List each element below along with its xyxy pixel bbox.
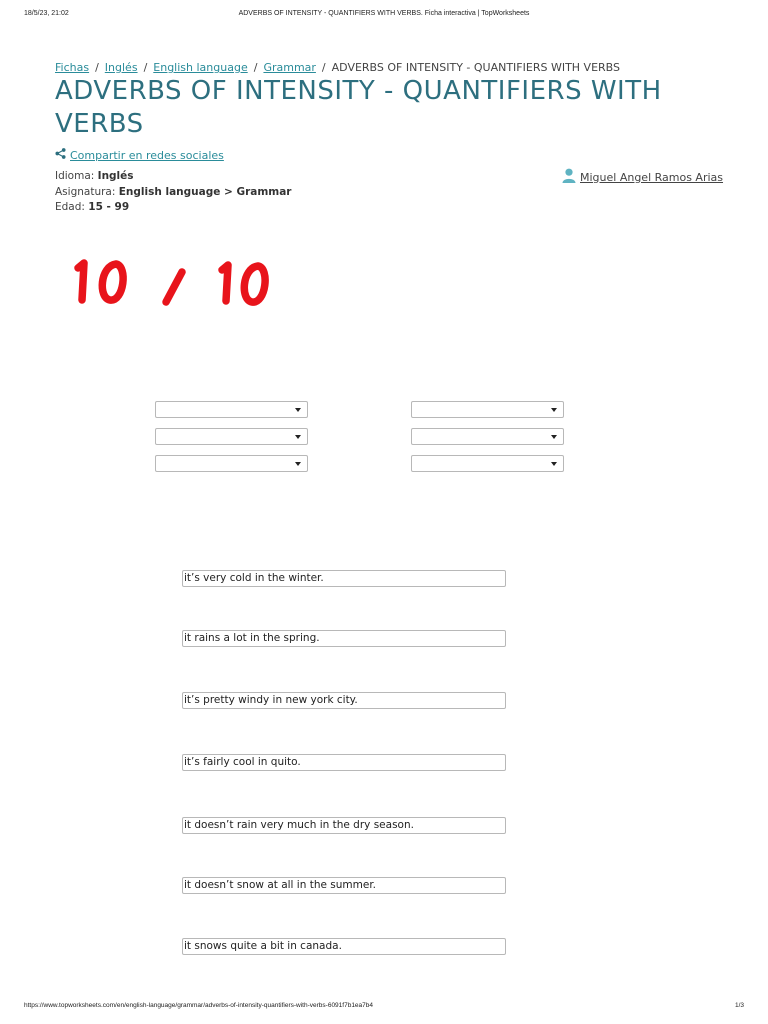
- dropdown-select-5[interactable]: [411, 428, 564, 445]
- dropdown-select-4[interactable]: [411, 401, 564, 418]
- chevron-down-icon: [295, 462, 301, 466]
- asignatura-label: Asignatura:: [55, 185, 116, 198]
- answer-input-6[interactable]: it doesn’t snow at all in the summer.: [182, 877, 506, 894]
- edad-value: 15 - 99: [88, 201, 130, 213]
- share-icon: [55, 148, 66, 162]
- author-name: Miguel Angel Ramos Arias: [580, 170, 724, 184]
- score-handwritten: [70, 252, 300, 322]
- breadcrumb-separator: /: [321, 61, 326, 74]
- meta-edad: [55, 200, 292, 216]
- asignatura-value: English language > Grammar: [118, 185, 292, 198]
- chevron-down-icon: [551, 408, 557, 412]
- footer-url: https://www.topworksheets.com/en/english-language/grammar/adverbs-of-intensity-quantifiers-with-verbs-6091f7b1ea7b4: [24, 1002, 374, 1009]
- breadcrumb-link-fichas[interactable]: Fichas: [55, 61, 90, 74]
- page-number: 1/3: [734, 1002, 744, 1009]
- meta-idioma: [55, 169, 292, 185]
- answer-input-5[interactable]: it doesn’t rain very much in the dry season.: [182, 817, 506, 834]
- breadcrumb-link-grammar[interactable]: Grammar: [263, 61, 316, 74]
- user-icon: [562, 168, 576, 186]
- print-footer: [0, 1002, 768, 1014]
- dropdown-select-1[interactable]: [155, 401, 308, 418]
- breadcrumb-separator: /: [143, 61, 148, 74]
- page-title: ADVERBS OF INTENSITY - QUANTIFIERS WITH VERBS: [55, 76, 662, 139]
- share-link[interactable]: [55, 148, 224, 162]
- breadcrumb-link-english-language[interactable]: English language: [153, 61, 248, 74]
- breadcrumb-current: ADVERBS OF INTENSITY - QUANTIFIERS WITH VERBS: [331, 61, 621, 74]
- answer-input-3[interactable]: it’s pretty windy in new york city.: [182, 692, 506, 709]
- dropdown-select-3[interactable]: [155, 455, 308, 472]
- idioma-label: Idioma:: [55, 170, 95, 182]
- dropdown-select-2[interactable]: [155, 428, 308, 445]
- print-header: [0, 10, 768, 22]
- breadcrumb-separator: /: [95, 61, 99, 74]
- print-title: ADVERBS OF INTENSITY - QUANTIFIERS WITH VERBS. Ficha interactiva | TopWorksheets: [238, 10, 530, 17]
- meta-asignatura: [55, 185, 292, 201]
- breadcrumb: [55, 61, 620, 74]
- idioma-value: Inglés: [97, 170, 134, 182]
- chevron-down-icon: [295, 408, 301, 412]
- breadcrumb-link-ingles[interactable]: Inglés: [104, 61, 138, 74]
- author-link[interactable]: [562, 168, 723, 186]
- chevron-down-icon: [551, 435, 557, 439]
- worksheet-meta: [55, 169, 292, 216]
- edad-label: Edad:: [55, 201, 85, 213]
- answer-input-1[interactable]: it’s very cold in the winter.: [182, 570, 506, 587]
- answer-input-7[interactable]: it snows quite a bit in canada.: [182, 938, 506, 955]
- breadcrumb-separator: /: [253, 61, 258, 74]
- share-label: Compartir en redes sociales: [70, 148, 224, 162]
- chevron-down-icon: [551, 462, 557, 466]
- answer-input-2[interactable]: it rains a lot in the spring.: [182, 630, 506, 647]
- chevron-down-icon: [295, 435, 301, 439]
- dropdown-select-6[interactable]: [411, 455, 564, 472]
- print-date: 18/5/23, 21:02: [24, 10, 69, 17]
- answer-input-4[interactable]: it’s fairly cool in quito.: [182, 754, 506, 771]
